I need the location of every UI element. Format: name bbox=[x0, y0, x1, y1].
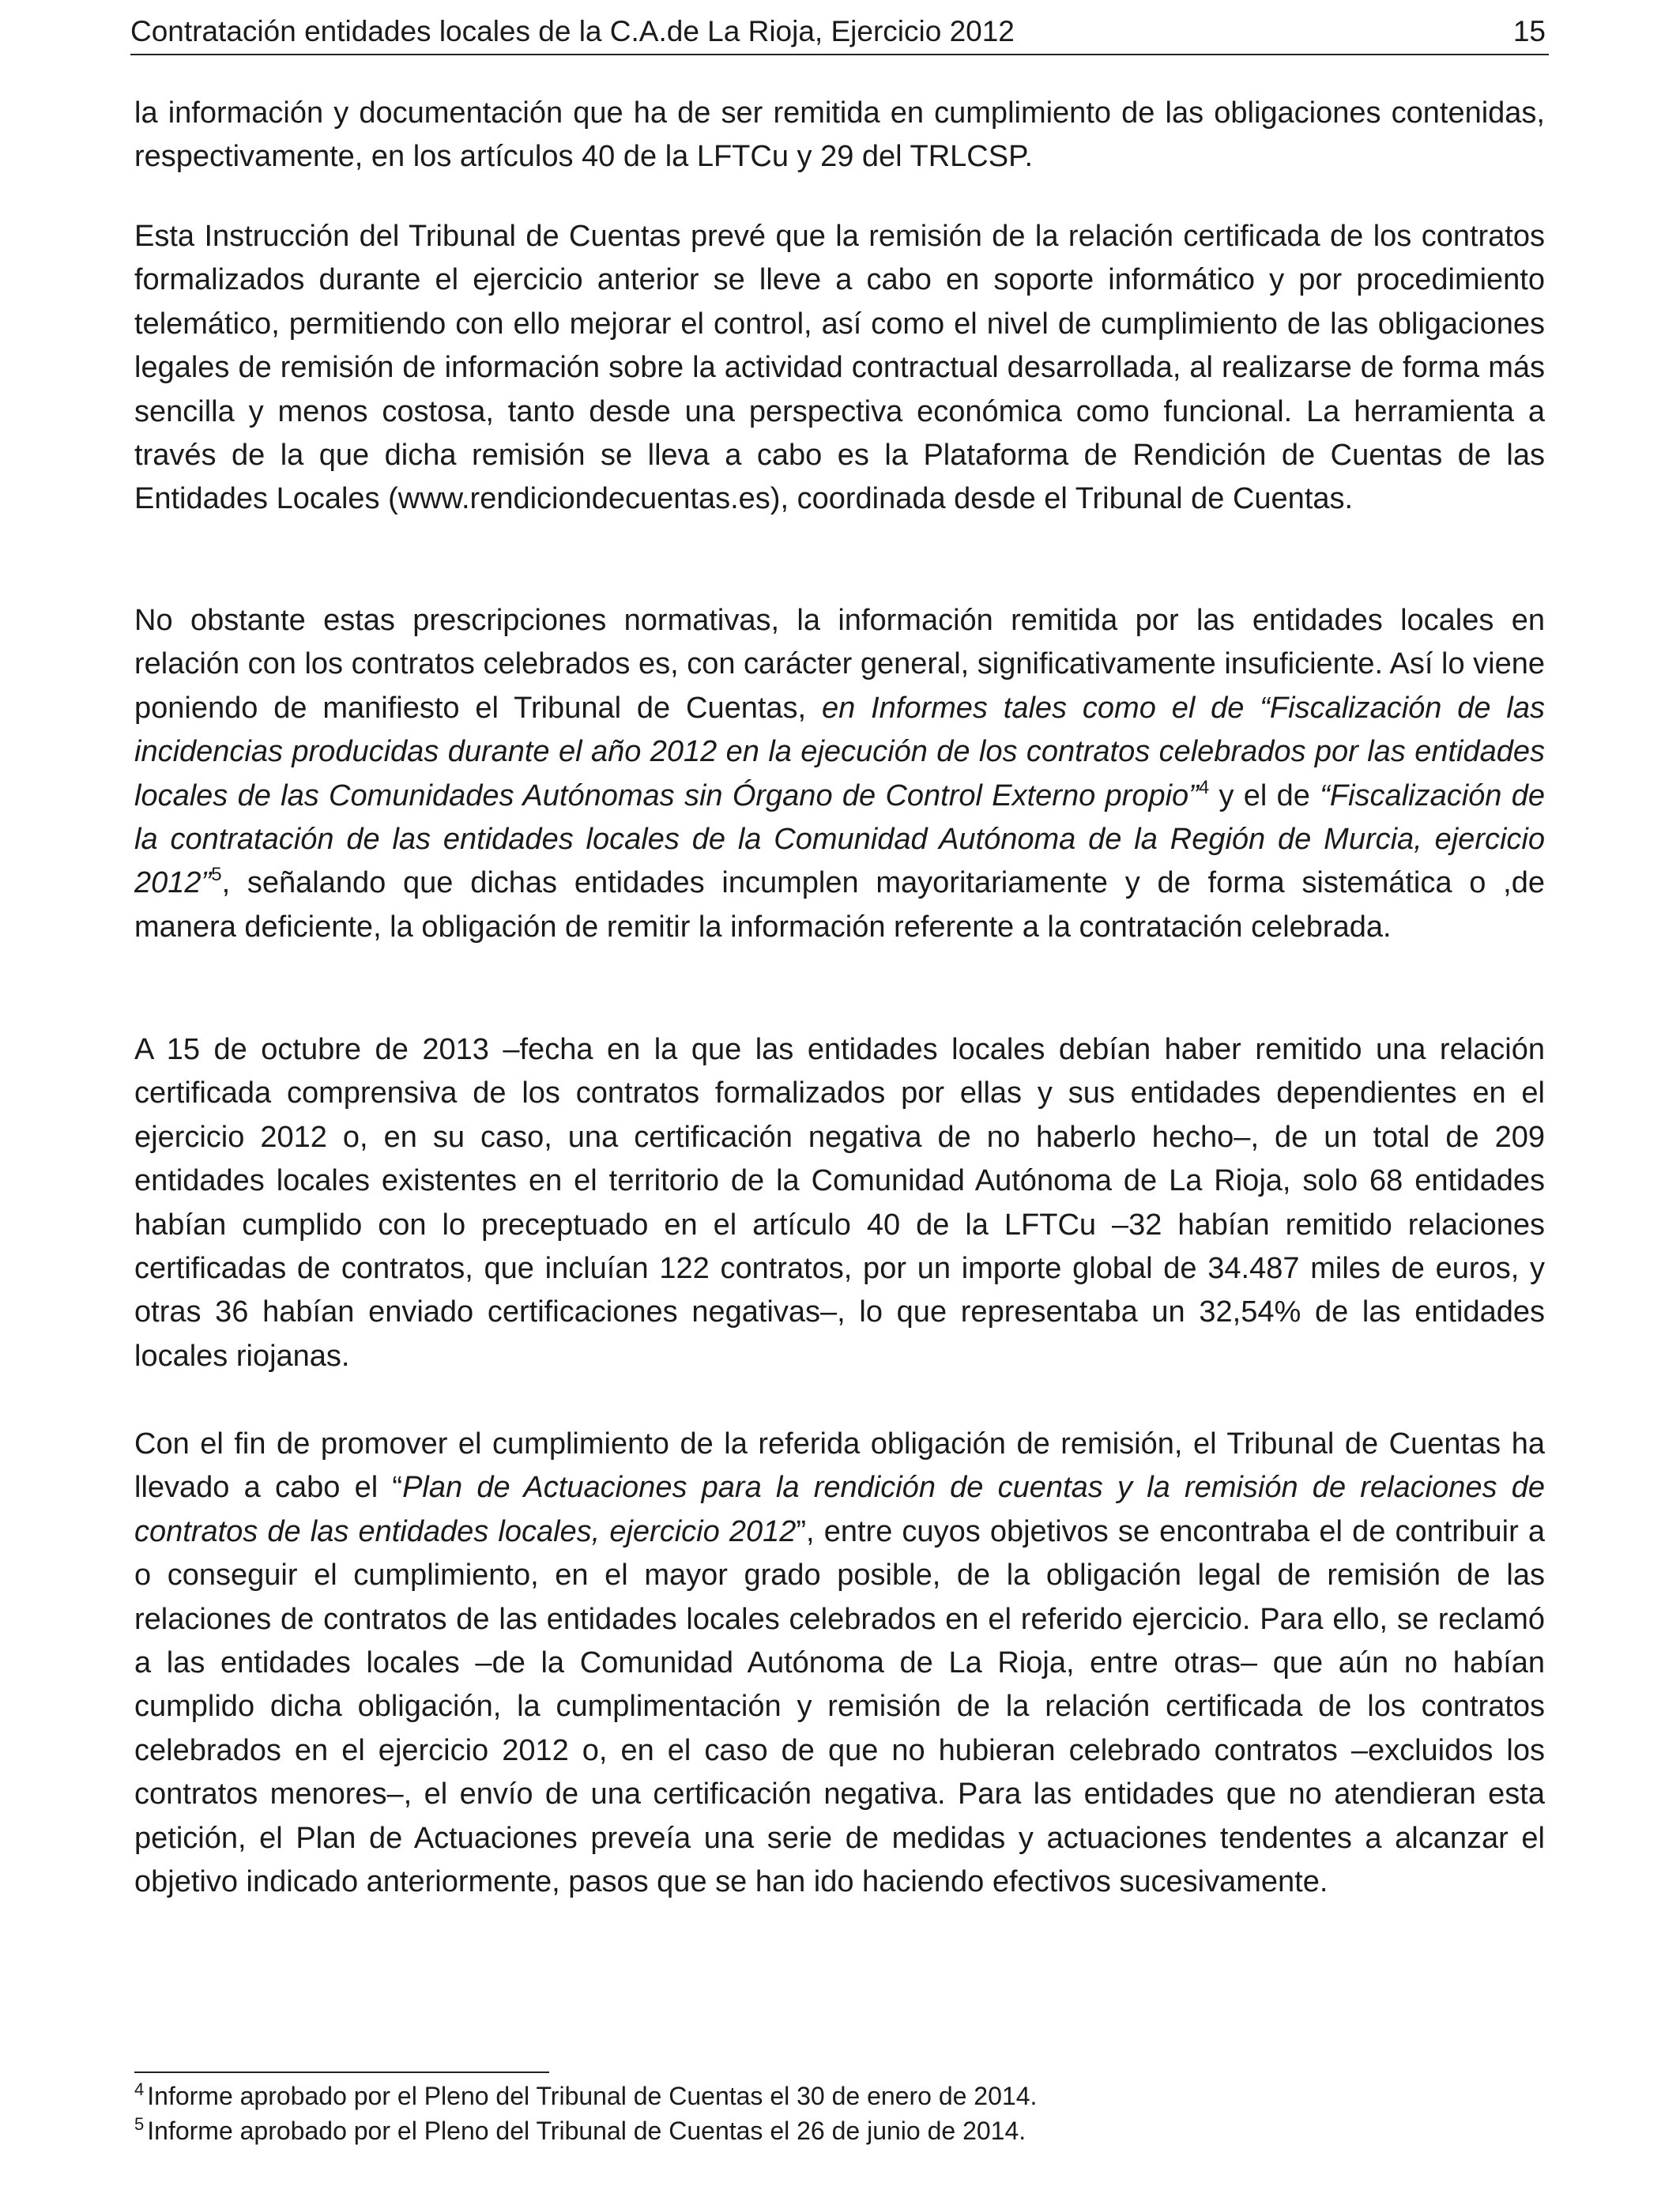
footnote-ref-5: 5 bbox=[211, 864, 222, 886]
footnote-ref-4: 4 bbox=[1198, 776, 1210, 798]
footnotes bbox=[134, 2079, 1545, 2148]
document-title: Contratación entidades locales de la C.A.de La Rioja, Ejercicio 2012 bbox=[130, 15, 1015, 47]
paragraph-2: Esta Instrucción del Tribunal de Cuentas prevé que la remisión de la relación certificada de los contratos formalizados durante el ejercicio anterior se lleve a cabo en soporte informático y por procedimiento telemático, permitiendo con ello mejorar el control, así como el nivel de cumplimiento de las obligaciones legales de remisión de información sobre la actividad contractual desarrollada, al realizarse de forma más sencilla y menos costosa, tanto desde una perspectiva económica como funcional. La herramienta a través de la que dicha remisión se lleva a cabo es la Plataforma de Rendición de Cuentas de las Entidades Locales (www.rendiciondecuentas.es), coordinada desde el Tribunal de Cuentas. bbox=[134, 220, 1545, 516]
paragraph-3-text-1: No obstante estas prescripciones normativas, la información remitida por las entidades locales en relación con los contratos celebrados es, con carácter general, significativamente insuficiente. Así lo viene poniendo de manifiesto el Tribunal de Cuentas, bbox=[134, 604, 1545, 725]
paragraph-5 bbox=[134, 1423, 1545, 1904]
footnote-text: Informe aprobado por el Pleno del Tribunal de Cuentas el 26 de junio de 2014. bbox=[147, 2117, 1026, 2145]
footnote-4 bbox=[134, 2079, 1545, 2113]
page-number: 15 bbox=[1512, 15, 1546, 47]
paragraph-5-italic-1: Plan de Actuaciones para la rendición de cuentas y la remisión de relaciones de contratos de las entidades locales, ejercicio 2012 bbox=[134, 1471, 1545, 1548]
running-header bbox=[130, 11, 1549, 55]
paragraph-3-text-3: , señalando que dichas entidades incumplen mayoritariamente y de forma sistemática o ,de manera deficiente, la obligación de remitir la información referente a la contratación celebrada. bbox=[134, 866, 1545, 944]
paragraph-3-italic-1: en Informes tales como el de “Fiscalización de las incidencias producidas durante el año 2012 en la ejecución de los contratos celebrados por las entidades locales de las Comunidades Autónomas sin Órgano de Control Externo propio” bbox=[134, 691, 1545, 812]
paragraph-1: la información y documentación que ha de ser remitida en cumplimiento de las obligaciones contenidas, respectivamente, en los artículos 40 de la LFTCu y 29 del TRLCSP. bbox=[134, 96, 1545, 174]
footnote-number: 5 bbox=[134, 2114, 145, 2134]
footnote-separator bbox=[134, 2071, 549, 2073]
paragraph-4: A 15 de octubre de 2013 –fecha en la que las entidades locales debían haber remitido una relación certificada comprensiva de los contratos formalizados por ellas y sus entidades dependientes en el ejercicio 2012 o, en su caso, una certificación negativa de no haberlo hecho–, de un total de 209 entidades locales existentes en el territorio de la Comunidad Autónoma de La Rioja, solo 68 entidades habían cumplido con lo preceptuado en el artículo 40 de la LFTCu –32 habían remitido relaciones certificadas de contratos, que incluían 122 contratos, por un importe global de 34.487 miles de euros, y otras 36 habían enviado certificaciones negativas–, lo que representaba un 32,54% de las entidades locales riojanas. bbox=[134, 1033, 1545, 1373]
paragraph-3 bbox=[134, 599, 1545, 949]
paragraph-5-text-2: ”, entre cuyos objetivos se encontraba el de contribuir a o conseguir el cumplimiento, en el mayor grado posible, de la obligación legal de remisión de las relaciones de contratos de las entidades locales celebrados en el referido ejercicio. Para ello, se reclamó a las entidades locales –de la Comunidad Autónoma de La Rioja, entre otras– que aún no habían cumplido dicha obligación, la cumplimentación y remisión de la relación certificada de los contratos celebrados en el ejercicio 2012 o, en el caso de que no hubieran celebrado contratos –excluidos los contratos menores–, el envío de una certificación negativa. Para las entidades que no atendieran esta petición, el Plan de Actuaciones preveía una serie de medidas y actuaciones tendentes a alcanzar el objetivo indicado anteriormente, pasos que se han ido haciendo efectivos sucesivamente. bbox=[134, 1514, 1546, 1899]
paragraph-3-text-2: y el de bbox=[1209, 778, 1320, 812]
footnote-text: Informe aprobado por el Pleno del Tribunal de Cuentas el 30 de enero de 2014. bbox=[147, 2082, 1038, 2110]
footnote-5 bbox=[134, 2113, 1545, 2148]
paragraph-3-italic-2: “Fiscalización de la contratación de las entidades locales de la Comunidad Autónoma de la Región de Murcia, ejercicio 2012” bbox=[134, 778, 1545, 900]
paragraph-5-text-1: Con el fin de promover el cumplimiento de la referida obligación de remisión, el Tribunal de Cuentas ha llevado a cabo el “ bbox=[134, 1427, 1545, 1505]
footnote-number: 4 bbox=[134, 2079, 145, 2099]
